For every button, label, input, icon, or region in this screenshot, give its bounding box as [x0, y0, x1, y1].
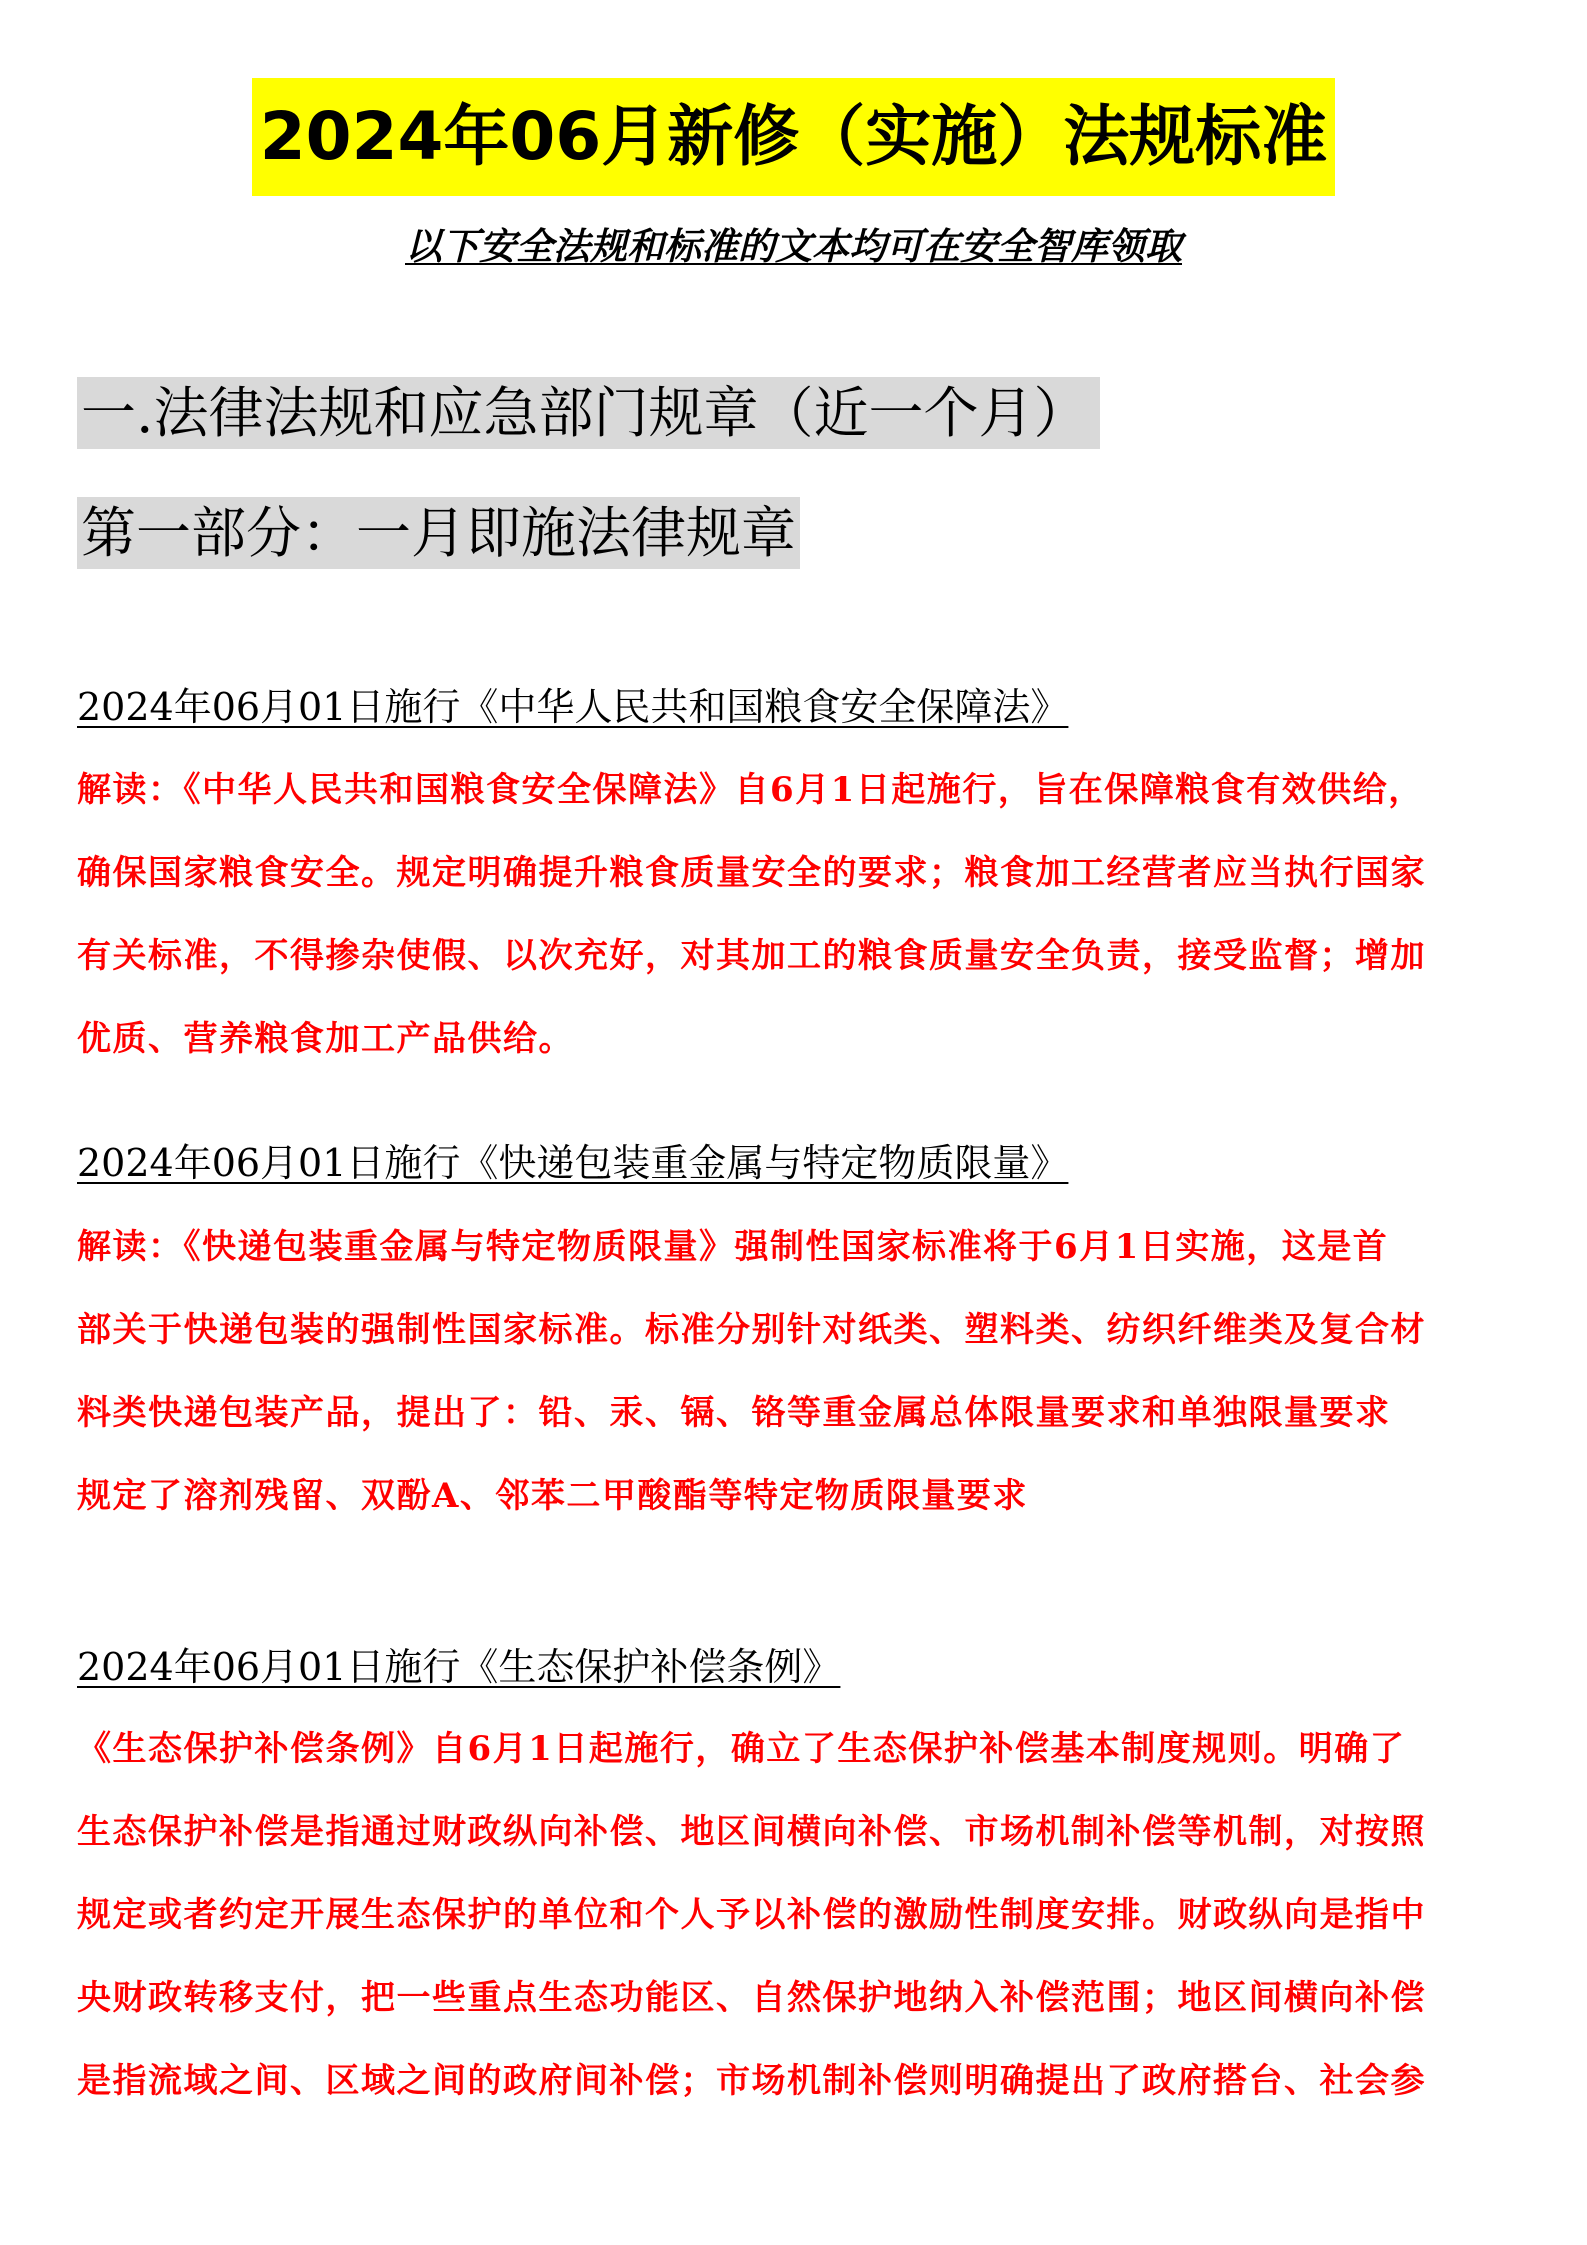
body-line: 央财政转移支付，把一些重点生态功能区、自然保护地纳入补偿范围；地区间横向补偿 — [77, 1978, 1426, 2018]
body-line: 解读：《中华人民共和国粮食安全保障法》自6月1日起施行，旨在保障粮食有效供给， — [77, 770, 1424, 810]
item-body-express-packaging — [77, 1206, 1517, 1538]
body-line: 有关标准，不得掺杂使假、以次充好，对其加工的粮食质量安全负责，接受监督；增加 — [77, 936, 1426, 976]
part-heading: 第一部分：一月即施法律规章 — [77, 497, 800, 569]
body-line: 《生态保护补偿条例》自6月1日起施行，确立了生态保护补偿基本制度规则。明确了 — [77, 1729, 1406, 1769]
page-subtitle: 以下安全法规和标准的文本均可在安全智库领取 — [405, 225, 1182, 268]
section-heading: 一.法律法规和应急部门规章（近一个月） — [77, 377, 1100, 449]
body-line: 规定或者约定开展生态保护的单位和个人予以补偿的激励性制度安排。财政纵向是指中 — [77, 1895, 1426, 1935]
item-title-grain-security-law: 2024年06月01日施行《中华人民共和国粮食安全保障法》 — [77, 685, 1069, 729]
item-body-grain-security-law — [77, 749, 1517, 1081]
body-line: 规定了溶剂残留、双酚A、邻苯二甲酸酯等特定物质限量要求 — [77, 1476, 1028, 1516]
body-line: 部关于快递包装的强制性国家标准。标准分别针对纸类、塑料类、纺织纤维类及复合材 — [77, 1310, 1426, 1350]
body-line: 生态保护补偿是指通过财政纵向补偿、地区间横向补偿、市场机制补偿等机制，对按照 — [77, 1812, 1426, 1852]
body-line: 料类快递包装产品，提出了：铅、汞、镉、铬等重金属总体限量要求和单独限量要求 — [77, 1393, 1391, 1433]
body-line: 是指流域之间、区域之间的政府间补偿；市场机制补偿则明确提出了政府搭台、社会参 — [77, 2061, 1426, 2101]
title-container — [0, 78, 1587, 196]
item-title-express-packaging: 2024年06月01日施行《快递包装重金属与特定物质限量》 — [77, 1141, 1069, 1185]
page-title: 2024年06月新修（实施）法规标准 — [252, 78, 1336, 196]
item-title-eco-compensation: 2024年06月01日施行《生态保护补偿条例》 — [77, 1645, 841, 1689]
item-body-eco-compensation — [77, 1708, 1517, 2123]
body-line: 确保国家粮食安全。规定明确提升粮食质量安全的要求；粮食加工经营者应当执行国家 — [77, 853, 1426, 893]
body-line: 解读：《快递包装重金属与特定物质限量》强制性国家标准将于6月1日实施，这是首 — [77, 1227, 1389, 1267]
body-line: 优质、营养粮食加工产品供给。 — [77, 1019, 574, 1059]
